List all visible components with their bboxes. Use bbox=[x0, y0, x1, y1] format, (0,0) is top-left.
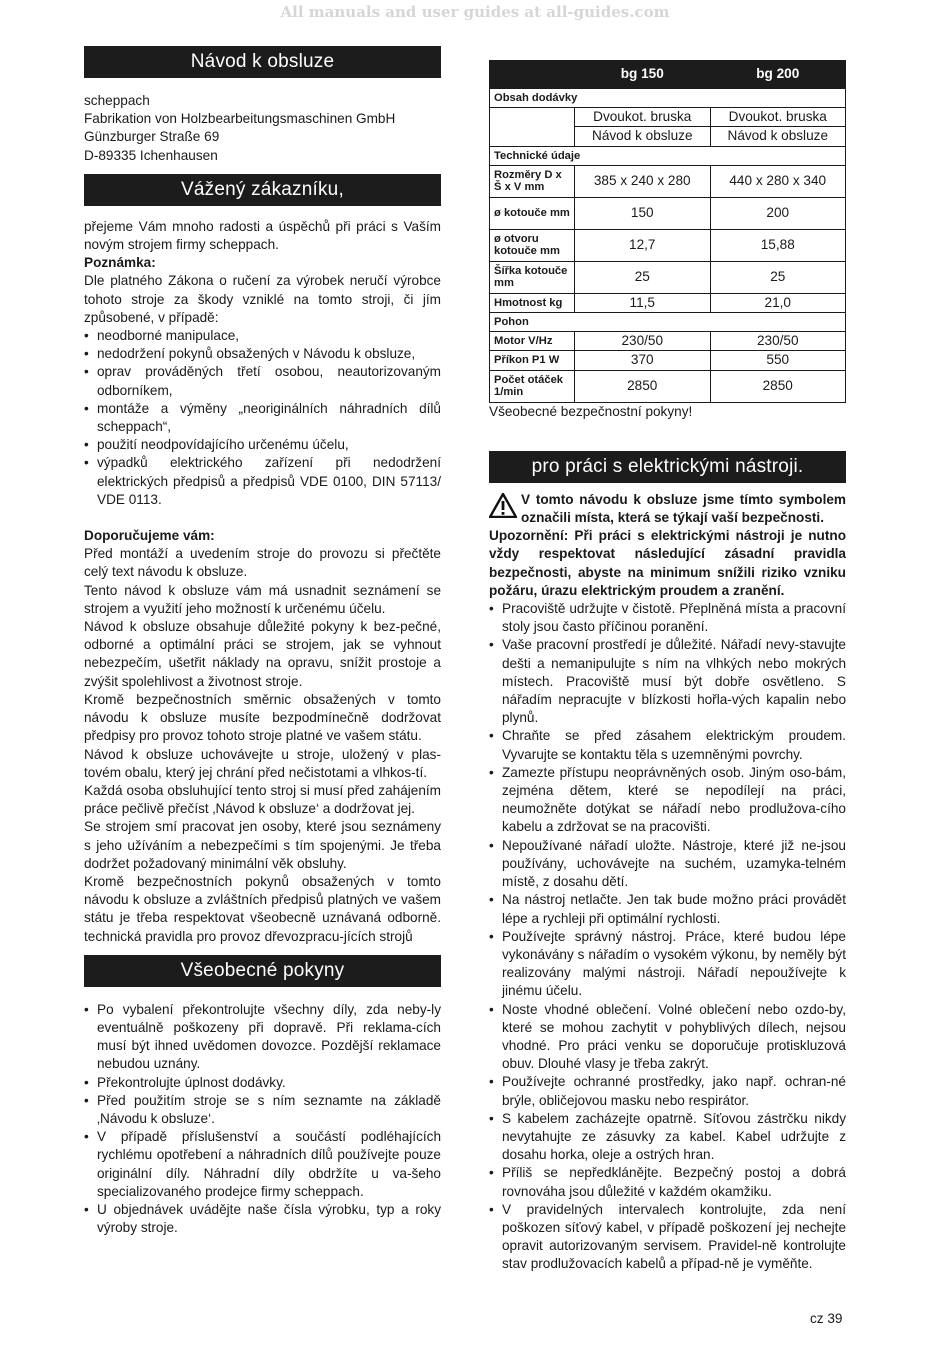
table-row bbox=[490, 146, 846, 165]
table-cell: 230/50 bbox=[710, 332, 846, 351]
table-cell: 440 x 280 x 340 bbox=[710, 165, 846, 197]
row-label: Hmotnost kg bbox=[490, 293, 575, 312]
warning-text: V tomto návodu k obsluze jsme tímto symbolem označili místa, která se týkají vaší bezpečnosti. bbox=[521, 491, 846, 526]
note-label: Poznámka: bbox=[84, 255, 156, 271]
paragraph: Se strojem smí pracovat jen osoby, které jsou seznámeny s jeho užíváním a nebezpečími s tím spojenými. Je třeba dodržet požadovaný minimální věk obsluhy. bbox=[84, 819, 441, 871]
list-item: • montáže a výměny „neoriginálních náhradních dílů scheppach“, bbox=[84, 400, 441, 436]
address-block bbox=[84, 92, 441, 165]
list-item: • Používejte ochranné prostředky, jako např. ochran-né brýle, obličejovou masku nebo respirátor. bbox=[489, 1073, 846, 1109]
note-list bbox=[84, 327, 441, 509]
warning-triangle-icon bbox=[489, 493, 517, 518]
safety-bar: pro práci s elektrickými nástroji. bbox=[489, 451, 846, 483]
recommend-label: Doporučujeme vám: bbox=[84, 528, 215, 544]
table-cell: 12,7 bbox=[575, 229, 711, 261]
table-cell: Dvoukot. bruska bbox=[710, 108, 846, 127]
table-row bbox=[490, 313, 846, 332]
right-column bbox=[489, 60, 846, 1274]
table-corner bbox=[490, 61, 575, 89]
paragraph: Návod k obsluze uchovávejte u stroje, uložený v plas-tovém obalu, který jej chrání před nečistotami a vlhkos-tí. bbox=[84, 746, 441, 780]
left-column bbox=[84, 46, 441, 1237]
row-label: ø otvoru kotouče mm bbox=[490, 229, 575, 261]
list-item: • Noste vhodné oblečení. Volné oblečení nebo ozdo-by, které se mohou zachytit v pohyblivých dílech, nejsou vhodné. Pro práci venku se doporučuje protiskluzová obuv. Dlouhé vlasy je třeba zakrýt. bbox=[489, 1001, 846, 1074]
general-bar: Všeobecné pokyny bbox=[84, 955, 441, 987]
table-cell: Návod k obsluze bbox=[575, 127, 711, 146]
table-cell: 15,88 bbox=[710, 229, 846, 261]
list-item: • nedodržení pokynů obsažených v Návodu k obsluze, bbox=[84, 345, 441, 363]
row-label: Příkon P1 W bbox=[490, 351, 575, 370]
list-item: • použití neodpovídajícího určenému účelu, bbox=[84, 436, 441, 454]
paragraph: Kromě bezpečnostních pokynů obsažených v tomto návodu k obsluze a zvláštních předpisů platných ve vašem státu je třeba respektovat všeobecně uznávaná odborně. technická pravidla pro provoz dřevozpracu-jících strojů bbox=[84, 873, 441, 944]
list-item: • V případě příslušenství a součástí podléhajících rychlému opotřebení a náhradních dílů používejte pouze originální díly. Náhradní díly obdržíte u va-šeho specializovaného prodejce firmy scheppach. bbox=[84, 1128, 441, 1201]
safety-note: Všeobecné bezpečnostní pokyny! bbox=[489, 403, 693, 419]
table-row bbox=[490, 332, 846, 351]
list-item: • Nepoužívané nářadí uložte. Nástroje, které již ne-jsou používány, uchovávejte na suchém, uzamyka-telném místě, z dosahu dětí. bbox=[489, 837, 846, 892]
list-item: • Používejte správný nástroj. Práce, které budou lépe vykonávány s nářadím o vysokém výkonu, by neměly být realizovány malými nástroji. Nářadí nepoužívejte k jinému účelu. bbox=[489, 928, 846, 1001]
warning-block bbox=[489, 491, 846, 527]
table-cell: 11,5 bbox=[575, 293, 711, 312]
list-item: • Vaše pracovní prostředí je důležité. Nářadí nevy-stavujte dešti a nemanipulujte s ním na vlhkých nebo mokrých místech. Pracoviště musí být dobře osvětleno. S nářadím nepracujte v blízkosti hořla-vých kapalin nebo plynů. bbox=[489, 636, 846, 727]
table-row bbox=[490, 370, 846, 402]
table-cell: 370 bbox=[575, 351, 711, 370]
table-cell: 150 bbox=[575, 197, 711, 229]
list-item: • Překontrolujte úplnost dodávky. bbox=[84, 1074, 441, 1092]
paragraph: Každá osoba obsluhující tento stroj si musí před zahájením práce pečlivě přečíst ‚Návod k obsluze‘ a dodržovat jej. bbox=[84, 782, 441, 817]
table-cell: 230/50 bbox=[575, 332, 711, 351]
list-item: • V pravidelných intervalech kontrolujte, zda není poškozen síťový kabel, v případě poškození jej nechejte opravit autorizovaným servisem. Pravidel-ně kontrolujte stav prodlužovacích kabelů a případ-ně je vyměňte. bbox=[489, 1201, 846, 1274]
table-cell: 21,0 bbox=[710, 293, 846, 312]
address-line: Günzburger Straße 69 bbox=[84, 129, 220, 145]
page-number: cz 39 bbox=[810, 1311, 843, 1326]
paragraph: Před montáží a uvedením stroje do provozu si přečtěte celý text návodu k obsluze. bbox=[84, 546, 441, 580]
group-label: Technické údaje bbox=[490, 146, 846, 165]
list-item: • Pracoviště udržujte v čistotě. Přeplněná místa a pracovní stoly jsou často příčinou poranění. bbox=[489, 600, 846, 636]
row-label: Počet otáček 1/min bbox=[490, 370, 575, 402]
list-item: • Chraňte se před zásahem elektrickým proudem. Vyvarujte se kontaktu těla s uzemněnými povrchy. bbox=[489, 727, 846, 763]
list-item: • Před použitím stroje se s ním seznamte na základě ‚Návodu k obsluze‘. bbox=[84, 1092, 441, 1128]
table-row bbox=[490, 293, 846, 312]
list-item: • Na nástroj netlačte. Jen tak bude možno práci provádět lépe a rychleji při optimální rychlosti. bbox=[489, 891, 846, 927]
row-label: Motor V/Hz bbox=[490, 332, 575, 351]
row-label: Rozměry D x Š x V mm bbox=[490, 165, 575, 197]
list-item: • Příliš se nepředklánějte. Bezpečný postoj a dobrá rovnováha jsou důležité v každém okamžiku. bbox=[489, 1164, 846, 1200]
table-cell bbox=[490, 108, 575, 146]
row-label: Šířka kotouče mm bbox=[490, 261, 575, 293]
table-row bbox=[490, 108, 846, 127]
table-cell: Návod k obsluze bbox=[710, 127, 846, 146]
table-cell: 25 bbox=[710, 261, 846, 293]
paragraph: Tento návod k obsluze vám má usnadnit seznámení se strojem a využití jeho možností k určenému účelu. bbox=[84, 582, 441, 616]
group-label: Pohon bbox=[490, 313, 846, 332]
column-header: bg 150 bbox=[575, 61, 711, 89]
list-item: • oprav prováděných třetí osobou, neautorizovaným odborníkem, bbox=[84, 363, 441, 399]
note-text: Dle platného Zákona o ručení za výrobek neručí výrobce tohoto stroje za škody vzniklé na tomto stroji, či jím způsobené, v případě: bbox=[84, 273, 441, 325]
list-item: • U objednávek uvádějte naše čísla výrobku, typ a roky výroby stroje. bbox=[84, 1201, 441, 1237]
group-label: Obsah dodávky bbox=[490, 89, 846, 108]
greeting-bar: Vážený zákazníku, bbox=[84, 174, 441, 206]
spec-table bbox=[489, 60, 846, 403]
table-cell: 25 bbox=[575, 261, 711, 293]
list-item: • Zamezte přístupu neoprávněných osob. Jiným oso-bám, zejména dětem, které se nepodílejí na práci, neumožněte dotýkat se nářadí nebo prodlužova-cího kabelu a zdržovat se na pracovišti. bbox=[489, 764, 846, 837]
list-item: • S kabelem zacházejte opatrně. Síťovou zástrčku nikdy nevytahujte ze zásuvky za kabel. Kabel udržujte z dosahu horka, oleje a ostrých hran. bbox=[489, 1110, 846, 1165]
list-item: • Po vybalení překontrolujte všechny díly, zda neby-ly eventuálně poškozeny při dopravě. Při reklama-cích musí být ihned uvědomen dovozce. Pozdější reklamace nebudou uznány. bbox=[84, 1001, 441, 1074]
column-header: bg 200 bbox=[710, 61, 846, 89]
list-item: • výpadků elektrického zařízení při nedodržení elektrických předpisů a předpisů VDE 0100, DIN 57113/ VDE 0113. bbox=[84, 454, 441, 509]
address-line: D-89335 Ichenhausen bbox=[84, 147, 218, 163]
table-cell: 2850 bbox=[575, 370, 711, 402]
watermark: All manuals and user guides at all-guides.com bbox=[280, 3, 670, 21]
address-line: scheppach bbox=[84, 93, 150, 108]
table-row bbox=[490, 197, 846, 229]
table-row bbox=[490, 229, 846, 261]
table-row bbox=[490, 351, 846, 370]
general-list bbox=[84, 1001, 441, 1238]
table-cell: Dvoukot. bruska bbox=[575, 108, 711, 127]
address-line: Fabrikation von Holzbearbeitungsmaschinen GmbH bbox=[84, 111, 396, 127]
greeting-text: přejeme Vám mnoho radosti a úspěchů při práci s Vaším novým strojem firmy scheppach. bbox=[84, 218, 441, 253]
table-cell: 200 bbox=[710, 197, 846, 229]
caution-text: Upozornění: Při práci s elektrickými nástroji je nutno vždy respektovat následující zásadní pravidla bezpečnosti, abyste na minimum snížili riziko vzniku požáru, úrazu elektrickým proudem a zranění. bbox=[489, 528, 846, 598]
table-cell: 2850 bbox=[710, 370, 846, 402]
table-row bbox=[490, 261, 846, 293]
safety-list bbox=[489, 600, 846, 1274]
table-header-row bbox=[490, 61, 846, 89]
paragraph: Kromě bezpečnostních směrnic obsažených v tomto návodu k obsluze musíte bezpodmínečně dodržovat předpisy pro provoz tohoto stroje platné ve vašem státu. bbox=[84, 691, 441, 744]
title-bar: Návod k obsluze bbox=[84, 46, 441, 78]
table-row bbox=[490, 165, 846, 197]
table-cell: 550 bbox=[710, 351, 846, 370]
table-row bbox=[490, 89, 846, 108]
paragraph: Návod k obsluze obsahuje důležité pokyny k bez-pečné, odborné a optimální práci se strojem, jak se vyhnout nebezpečím, ušetřit náklady na opravu, snížit prostoje a zvýšit spolehlivost a životnost stroje. bbox=[84, 619, 441, 689]
list-item: • neodborné manipulace, bbox=[84, 327, 441, 345]
table-cell: 385 x 240 x 280 bbox=[575, 165, 711, 197]
row-label: ø kotouče mm bbox=[490, 197, 575, 229]
